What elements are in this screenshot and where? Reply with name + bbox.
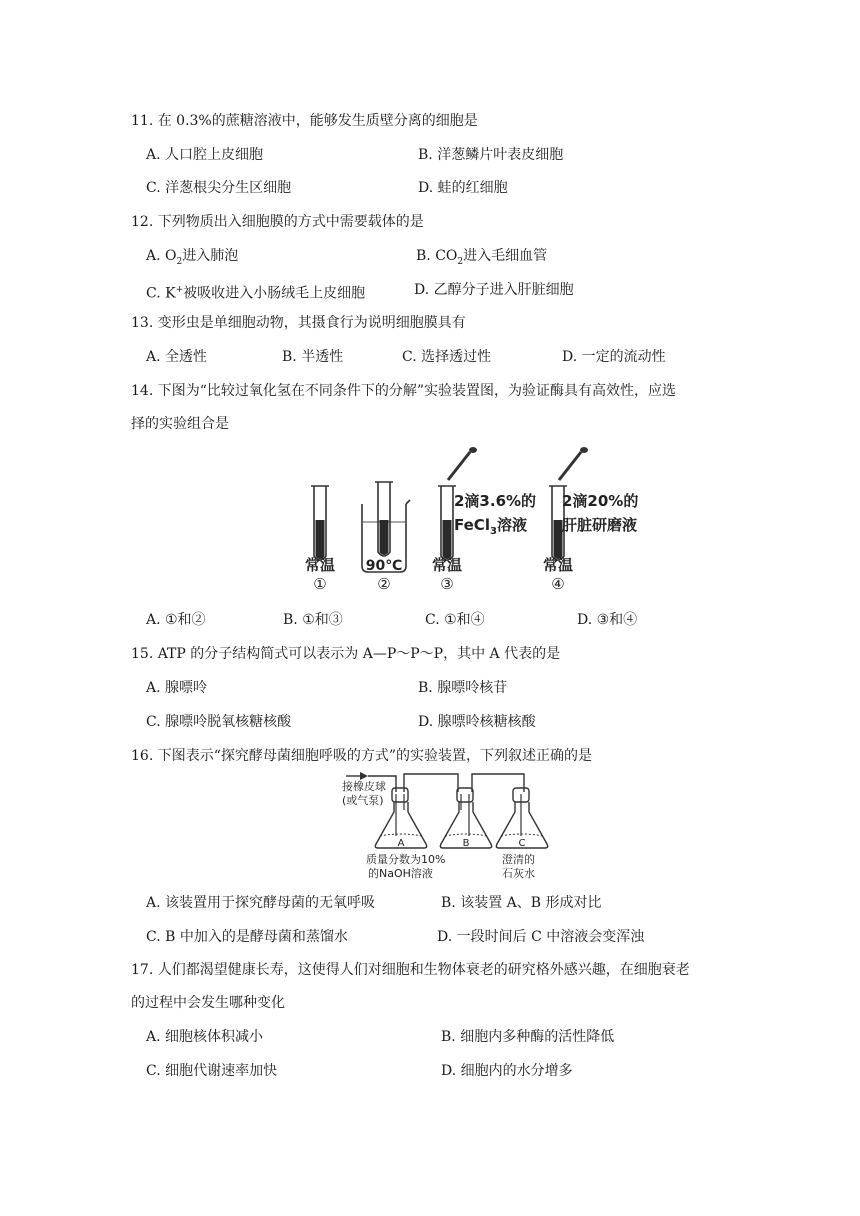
q12-c-text: C. K <box>146 285 176 302</box>
naoh-label-line1: 质量分数为10% <box>366 853 446 866</box>
q16-option-d[interactable]: D. 一段时间后 C 中溶液会变浑浊 <box>437 929 645 945</box>
tube3-note-line2: FeCl$_3$溶液 <box>454 516 527 537</box>
q14-option-c[interactable]: C. ①和④ <box>425 612 485 628</box>
q12-a-text: A. O <box>146 248 177 264</box>
q14-test-tube-figure <box>290 446 670 596</box>
q12-b-sub: 2 <box>457 256 464 267</box>
limewater-label-line1: 澄清的 <box>502 853 535 866</box>
q14-option-d[interactable]: D. ③和④ <box>577 612 638 628</box>
q17-option-d[interactable]: D. 细胞内的水分增多 <box>441 1063 573 1079</box>
pump-label-line2: (或气泵) <box>342 794 384 807</box>
q12-b-text2: 进入毛细血管 <box>463 248 548 264</box>
limewater-label-line2: 石灰水 <box>502 867 535 880</box>
q12-c-sup: + <box>175 285 184 295</box>
tube1-temp-label: 常温 <box>304 556 336 574</box>
tube2-temp-label: 90℃ <box>365 558 403 574</box>
q13-option-a[interactable]: A. 全透性 <box>146 349 208 365</box>
tube2-number: ② <box>377 575 391 593</box>
q13-option-d[interactable]: D. 一定的流动性 <box>562 349 666 365</box>
q16-stem: 16. 下图表示“探究酵母菌细胞呼吸的方式”的实验装置，下列叙述正确的是 <box>131 748 593 764</box>
q13-option-b[interactable]: B. 半透性 <box>282 349 344 365</box>
q11-option-d[interactable]: D. 蛙的红细胞 <box>418 180 508 196</box>
tube4-note-line1: 2滴20%的 <box>562 492 639 510</box>
q11-option-b[interactable]: B. 洋葱鳞片叶表皮细胞 <box>418 147 564 163</box>
q17-option-c[interactable]: C. 细胞代谢速率加快 <box>146 1063 278 1079</box>
q16-option-a[interactable]: A. 该装置用于探究酵母菌的无氧呼吸 <box>146 895 376 911</box>
q12-option-d[interactable]: D. 乙醇分子进入肝脏细胞 <box>414 282 574 298</box>
q17-stem-line2: 的过程中会发生哪种变化 <box>131 995 285 1011</box>
q14-option-b[interactable]: B. ①和③ <box>283 612 343 628</box>
tube3-number: ③ <box>440 575 454 593</box>
q15-option-c[interactable]: C. 腺嘌呤脱氧核糖核酸 <box>146 714 292 730</box>
q15-option-d[interactable]: D. 腺嘌呤核糖核酸 <box>418 714 536 730</box>
q14-option-a[interactable]: A. ①和② <box>146 612 206 628</box>
q15-option-b[interactable]: B. 腺嘌呤核苷 <box>418 680 508 696</box>
tube4-temp-label: 常温 <box>542 556 574 574</box>
tube4-number: ④ <box>551 575 565 593</box>
q12-option-b[interactable] <box>416 246 547 272</box>
tube3-note-line1: 2滴3.6%的 <box>454 492 537 510</box>
flask-c <box>496 788 547 849</box>
q16-option-c[interactable]: C. B 中加入的是酵母菌和蒸馏水 <box>146 929 348 945</box>
flask-b <box>440 788 491 849</box>
q15-option-a[interactable]: A. 腺嘌呤 <box>146 680 208 696</box>
q17-option-a[interactable]: A. 细胞核体积减小 <box>146 1029 264 1045</box>
flask-b-label: B <box>462 838 470 849</box>
q17-option-b[interactable]: B. 细胞内多种酶的活性降低 <box>441 1029 615 1045</box>
tube4-note-line2: 肝脏研磨液 <box>562 516 638 534</box>
q12-c-text2: 被吸收进入小肠绒毛上皮细胞 <box>183 285 366 302</box>
q12-option-c[interactable] <box>146 280 365 304</box>
naoh-label-line2: 的NaOH溶液 <box>368 867 433 880</box>
q12-stem: 12. 下列物质出入细胞膜的方式中需要载体的是 <box>131 214 424 230</box>
tube1-number: ① <box>313 575 327 593</box>
q14-stem-line2: 择的实验组合是 <box>131 416 229 432</box>
flask-c-label: C <box>518 838 526 849</box>
q13-stem: 13. 变形虫是单细胞动物，其摄食行为说明细胞膜具有 <box>131 315 466 331</box>
flask-a-label: A <box>397 838 405 849</box>
q12-option-a[interactable] <box>146 246 238 272</box>
q17-stem-line1: 17. 人们都渴望健康长寿，这使得人们对细胞和生物体衰老的研究格外感兴趣，在细胞衰老 <box>131 962 690 978</box>
q13-option-c[interactable]: C. 选择透过性 <box>402 349 492 365</box>
q14-stem-line1: 14. 下图为“比较过氧化氢在不同条件下的分解”实验装置图，为验证酶具有高效性，应选 <box>131 383 677 399</box>
pump-label-line1: 接橡皮球 <box>342 780 386 793</box>
q12-a-text2: 进入肺泡 <box>182 248 239 264</box>
test-tube-1 <box>311 486 329 560</box>
q16-option-b[interactable]: B. 该装置 A、B 形成对比 <box>441 895 602 911</box>
q12-a-sub: 2 <box>176 256 183 267</box>
q11-option-c[interactable]: C. 洋葱根尖分生区细胞 <box>146 180 292 196</box>
q11-stem: 11. 在 0.3%的蔗糖溶液中，能够发生质壁分离的细胞是 <box>131 113 478 129</box>
q12-b-text: B. CO <box>416 248 458 264</box>
q16-yeast-respiration-apparatus <box>338 770 558 882</box>
q15-stem: 15. ATP 的分子结构简式可以表示为 A—P～P～P，其中 A 代表的是 <box>131 646 561 662</box>
q11-option-a[interactable]: A. 人口腔上皮细胞 <box>146 147 264 163</box>
tube3-temp-label: 常温 <box>431 556 463 574</box>
